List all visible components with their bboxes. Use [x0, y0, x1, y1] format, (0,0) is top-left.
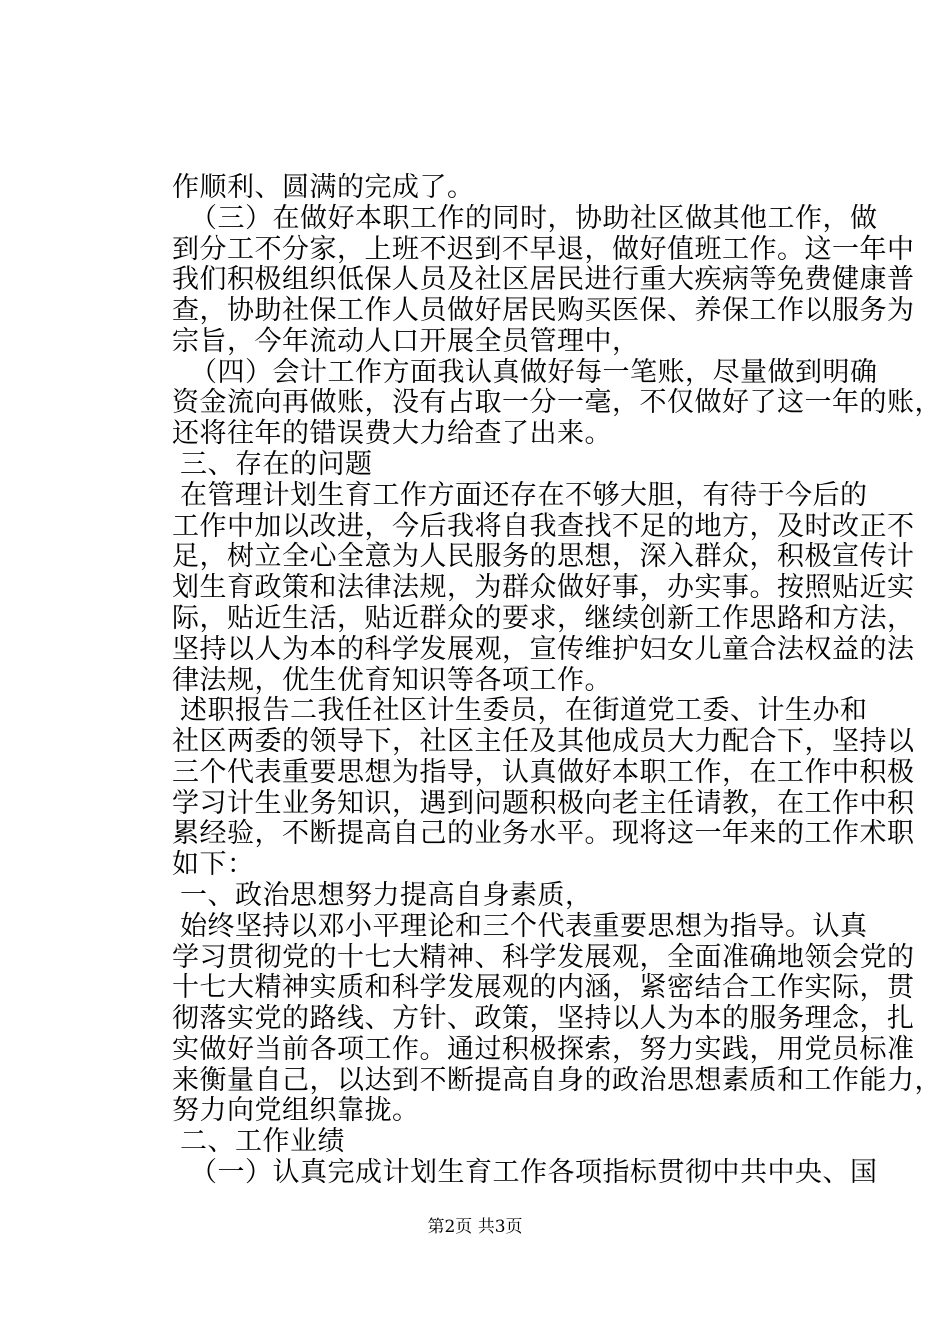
- text-line: 始终坚持以邓小平理论和三个代表重要思想为指导。认真: [180, 911, 868, 942]
- text-line: 二、工作业绩: [180, 1126, 345, 1157]
- text-line: 际，贴近生活，贴近群众的要求，继续创新工作思路和方法，: [172, 603, 915, 634]
- text-line: 彻落实党的路线、方针、政策，坚持以人为本的服务理念，扎: [172, 1003, 915, 1034]
- text-line: 累经验，不断提高自己的业务水平。现将这一年来的工作术职: [172, 818, 915, 849]
- text-line: 十七大精神实质和科学发展观的内涵，紧密结合工作实际，贯: [172, 972, 915, 1003]
- text-line: 资金流向再做账，没有占取一分一毫，不仅做好了这一年的账，: [172, 387, 942, 418]
- text-line: 三、存在的问题: [180, 449, 373, 480]
- text-line: 社区两委的领导下，社区主任及其他成员大力配合下，坚持以: [172, 726, 915, 757]
- text-line: 学习贯彻党的十七大精神、科学发展观，全面准确地领会党的: [172, 942, 915, 973]
- text-line: 工作中加以改进，今后我将自我查找不足的地方，及时改正不: [172, 511, 915, 542]
- text-line: 作顺利、圆满的完成了。: [172, 172, 475, 203]
- text-line: 学习计生业务知识，遇到问题积极向老主任请教，在工作中积: [172, 788, 915, 819]
- text-line: （四）会计工作方面我认真做好每一笔账，尽量做到明确: [190, 357, 878, 388]
- text-line: 三个代表重要思想为指导，认真做好本职工作，在工作中积极: [172, 757, 915, 788]
- text-line: （三）在做好本职工作的同时，协助社区做其他工作，做: [190, 203, 878, 234]
- text-line: 到分工不分家，上班不迟到不早退，做好值班工作。这一年中: [172, 234, 915, 265]
- text-line: 努力向党组织靠拢。: [172, 1095, 420, 1126]
- text-line: 述职报告二我任社区计生委员，在街道党工委、计生办和: [180, 695, 868, 726]
- text-line: （一）认真完成计划生育工作各项指标贯彻中共中央、国: [190, 1157, 878, 1188]
- text-line: 还将往年的错误费大力给查了出来。: [172, 418, 612, 449]
- text-line: 在管理计划生育工作方面还存在不够大胆，有待于今后的: [180, 480, 868, 511]
- text-line: 一、政治思想努力提高自身素质，: [180, 880, 593, 911]
- text-line: 律法规，优生优育知识等各项工作。: [172, 665, 612, 696]
- page-footer: 第2页 共3页: [427, 1217, 523, 1237]
- text-line: 足，树立全心全意为人民服务的思想，深入群众，积极宣传计: [172, 541, 915, 572]
- text-line: 查，协助社保工作人员做好居民购买医保、养保工作以服务为: [172, 295, 915, 326]
- text-line: 宗旨，今年流动人口开展全员管理中，: [172, 326, 640, 357]
- text-line: 来衡量自己，以达到不断提高自身的政治思想素质和工作能力，: [172, 1065, 942, 1096]
- text-line: 我们积极组织低保人员及社区居民进行重大疾病等免费健康普: [172, 264, 915, 295]
- text-line: 实做好当前各项工作。通过积极探索，努力实践，用党员标准: [172, 1034, 915, 1065]
- text-line: 划生育政策和法律法规，为群众做好事，办实事。按照贴近实: [172, 572, 915, 603]
- text-line: 如下：: [172, 849, 255, 880]
- text-line: 坚持以人为本的科学发展观，宣传维护妇女儿童合法权益的法: [172, 634, 915, 665]
